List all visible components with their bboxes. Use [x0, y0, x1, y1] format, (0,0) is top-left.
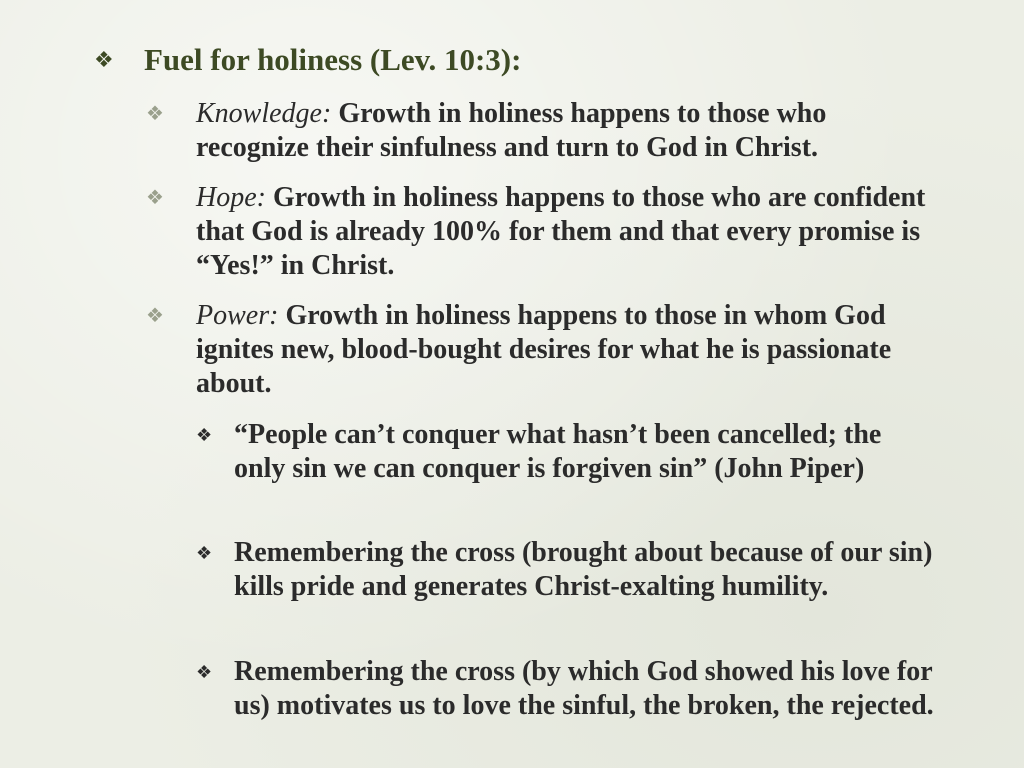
- subpoint-text: Remembering the cross (brought about because of our sin) kills pride and generates Christ-exalting humility.: [234, 537, 933, 602]
- point-text: [196, 97, 936, 165]
- diamond-bullet-icon: ❖: [196, 543, 213, 563]
- title-row: [94, 41, 994, 79]
- point-label: Hope:: [196, 182, 266, 213]
- subpoint-text: Remembering the cross (by which God showed his love for us) motivates us to love the sinful, the broken, the rejected.: [234, 656, 934, 721]
- point-text: [196, 181, 936, 283]
- diamond-bullet-icon: ❖: [146, 103, 164, 125]
- diamond-bullet-icon: ❖: [196, 662, 213, 682]
- point-label: Knowledge:: [196, 98, 332, 129]
- point-hope: [146, 181, 936, 283]
- point-power: [146, 299, 936, 401]
- subpoint-cross-love: [196, 655, 936, 723]
- subpoint-piper-quote: [196, 418, 936, 486]
- diamond-bullet-icon: ❖: [146, 187, 164, 209]
- subpoint-cross-humility: [196, 536, 936, 604]
- point-label: Power:: [196, 300, 279, 331]
- point-text: [196, 299, 936, 401]
- diamond-bullet-icon: ❖: [94, 47, 114, 72]
- point-body: Growth in holiness happens to those who are confident that God is already 100% for them and that every promise is “Yes!” in Christ.: [196, 182, 926, 281]
- slide-title: Fuel for holiness (Lev. 10:3):: [144, 42, 522, 77]
- point-knowledge: [146, 97, 936, 165]
- point-body: Growth in holiness happens to those in whom God ignites new, blood-bought desires for what he is passionate about.: [196, 300, 892, 399]
- diamond-bullet-icon: ❖: [196, 425, 213, 445]
- point-body: Growth in holiness happens to those who recognize their sinfulness and turn to God in Christ.: [196, 98, 827, 163]
- subpoint-text: “People can’t conquer what hasn’t been cancelled; the only sin we can conquer is forgiven sin” (John Piper): [234, 419, 882, 484]
- diamond-bullet-icon: ❖: [146, 305, 164, 327]
